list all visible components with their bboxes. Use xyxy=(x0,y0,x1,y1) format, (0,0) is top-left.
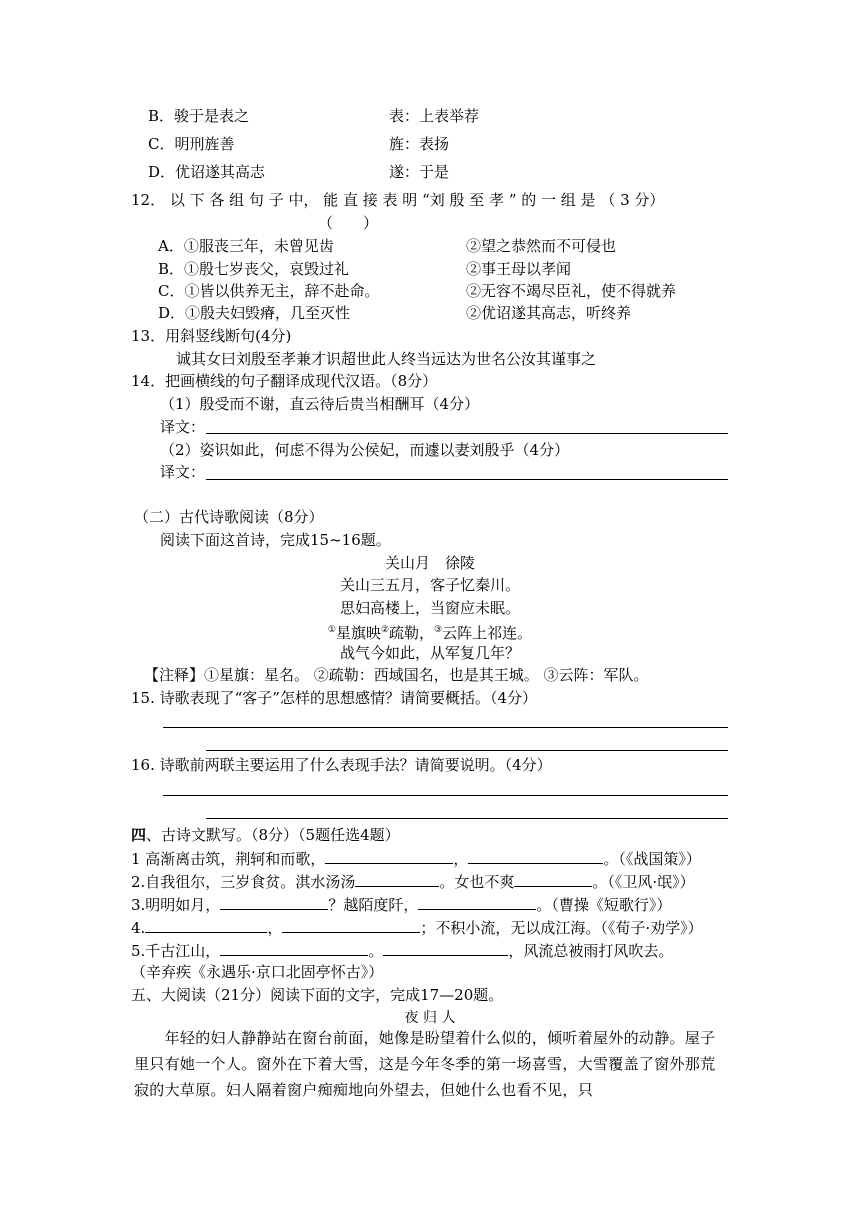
dictation-item-4 xyxy=(131,917,703,938)
dictation-4-source: ；不积小流，无以成江海。（《荀子·劝学》） xyxy=(420,919,703,937)
poem-line-3-part-3: 云阵上祁连。 xyxy=(442,624,533,642)
q14-stem: 14．把画横线的句子翻译成现代汉语。（8分） xyxy=(131,372,438,390)
dictation-4-sep: ， xyxy=(267,919,283,937)
poem-title: 关山月 徐陵 xyxy=(384,554,475,572)
poem-line-2: 思妇高楼上，当窗应未眠。 xyxy=(339,599,520,617)
dictation-1-source: 。（《战国策》） xyxy=(603,850,701,868)
dictation-2-blank-2[interactable] xyxy=(514,871,592,887)
q12-option-b2: ②事王母以孝闻 xyxy=(466,260,572,278)
q14-sentence-1: （1）殷受而不谢，直云待后贵当相酬耳（4分） xyxy=(160,395,480,413)
dictation-item-3 xyxy=(131,894,671,915)
dictation-3-mid: ？越陌度阡， xyxy=(328,896,419,914)
poem-line-3-part-2: 疏勒， xyxy=(389,624,435,642)
dictation-5-end: ，风流总被雨打风吹去。 xyxy=(508,942,674,960)
dictation-2-text: 2.自我徂尔，三岁食贫。淇水汤汤 xyxy=(131,873,356,891)
dictation-1-sep: ， xyxy=(453,850,469,868)
q14-translation-label-1: 译文： xyxy=(160,418,206,436)
section-4-heading: 、古诗文默写。（8分）（5题任选4题） xyxy=(146,826,400,844)
q12-stem: 12． 以 下 各 组 句 子 中， 能 直 接 表 明 “刘 殷 至 孝 ” 的 一 组 是 （ 3 分） xyxy=(131,191,665,209)
q14-answer-line-2[interactable] xyxy=(206,479,728,480)
q12-option-a2: ②望之恭然而不可侵也 xyxy=(466,237,617,255)
footnote-mark-2: ② xyxy=(380,625,390,635)
dictation-5-blank-2[interactable] xyxy=(383,940,508,956)
q12-option-c2: ②无容不竭尽臣礼，使不得就养 xyxy=(466,282,677,300)
dictation-2-mid: 。女也不爽 xyxy=(439,873,515,891)
poem-line-1: 关山三五月，客子忆秦川。 xyxy=(339,576,520,594)
q12-option-a1: A．①服丧三年，未曾见齿 xyxy=(158,237,334,255)
q11-option-b-gloss: 表：上表举荐 xyxy=(389,107,480,125)
dictation-item-5 xyxy=(131,940,673,961)
dictation-item-1 xyxy=(131,848,701,869)
q11-option-b: B．骏于是表之 xyxy=(148,107,250,125)
dictation-4-blank-1[interactable] xyxy=(145,917,267,933)
q12-answer-paren: （ ） xyxy=(318,214,379,232)
q15-answer-line-1[interactable] xyxy=(163,727,728,728)
q16-answer-line-2[interactable] xyxy=(206,818,728,819)
q15-stem: 15. 诗歌表现了“客子”怎样的思想感情？请简要概括。（4分） xyxy=(131,689,538,707)
dictation-4-number: 4. xyxy=(131,919,146,937)
q13-stem: 13．用斜竖线断句(4分) xyxy=(131,327,292,345)
story-paragraph: 年轻的妇人静静站在窗台前面，她像是盼望着什么似的，倾听着屋外的动静。屋子里只有她一个人。窗外在下着大雪，这是今年冬季的第一场喜雪，大雪覆盖了窗外那荒寂的大草原。妇人隔着窗户痴痴地向外望去，但她什么也看不见，只 xyxy=(134,1029,716,1099)
q11-option-d-gloss: 遂：于是 xyxy=(389,163,450,181)
q12-option-d1: D．①殷夫妇毁瘠，几至灭性 xyxy=(158,304,351,322)
dictation-1-blank-2[interactable] xyxy=(468,848,603,864)
footnote-mark-1: ① xyxy=(327,625,336,635)
poem-line-3-part-1: 星旗映 xyxy=(335,624,381,642)
dictation-5-blank-1[interactable] xyxy=(220,940,368,956)
poem-line-4: 战气今如此，从军复几年？ xyxy=(339,644,520,662)
q12-option-b1: B．①殷七岁丧父，哀毁过礼 xyxy=(158,260,350,278)
q16-answer-line-1[interactable] xyxy=(163,795,728,796)
dictation-1-text: 1 高渐离击筑，荆轲和而歌， xyxy=(131,850,326,868)
q15-answer-line-2[interactable] xyxy=(206,750,728,751)
section-5-title: 五、大阅读（21分）阅读下面的文字，完成17—20题。 xyxy=(131,986,504,1004)
poem-notes: 【注释】①星旗：星名。 ②疏勒：西域国名，也是其王城。 ③云阵：军队。 xyxy=(144,666,649,684)
dictation-2-source: 。（《卫风·氓》） xyxy=(592,873,695,891)
section-4-number: 四 xyxy=(131,826,147,844)
q14-answer-line-1[interactable] xyxy=(206,433,728,434)
q11-option-c: C．明刑旌善 xyxy=(148,135,235,153)
q11-option-d: D．优诏遂其高志 xyxy=(148,163,266,181)
q13-text: 诚其女曰刘殷至孝兼才识超世此人终当远达为世名公汝其谨事之 xyxy=(176,350,597,368)
dictation-5-sep: 。 xyxy=(368,942,384,960)
story-title: 夜 归 人 xyxy=(404,1010,456,1026)
q12-option-d2: ②优诏遂其高志，听终养 xyxy=(466,304,632,322)
footnote-mark-3: ③ xyxy=(434,625,443,635)
q16-stem: 16. 诗歌前两联主要运用了什么表现手法？请简要说明。（4分） xyxy=(131,756,552,774)
section-4-title xyxy=(131,825,400,845)
dictation-5-text: 5.千古江山， xyxy=(131,942,221,960)
dictation-3-blank-1[interactable] xyxy=(220,894,328,910)
q14-translation-label-2: 译文： xyxy=(160,463,206,481)
q12-option-c1: C．①皆以供养无主，辞不赴命。 xyxy=(158,282,380,300)
dictation-2-blank-1[interactable] xyxy=(355,871,439,887)
dictation-5-source: （辛弃疾《永遇乐·京口北固亭怀古》） xyxy=(131,963,384,981)
q14-sentence-2: （2）姿识如此，何虑不得为公侯妃，而遽以妻刘殷乎（4分） xyxy=(160,441,570,459)
dictation-1-blank-1[interactable] xyxy=(325,848,453,864)
dictation-item-2 xyxy=(131,871,695,892)
q11-option-c-gloss: 旌：表扬 xyxy=(389,135,450,153)
poem-line-3 xyxy=(0,620,860,643)
section-2-title: （二）古代诗歌阅读（8分） xyxy=(134,508,324,526)
dictation-4-blank-2[interactable] xyxy=(282,917,420,933)
dictation-3-source: 。（曹操《短歌行》） xyxy=(536,896,672,914)
section-2-intro: 阅读下面这首诗，完成15~16题。 xyxy=(160,531,391,549)
dictation-3-blank-2[interactable] xyxy=(418,894,536,910)
dictation-3-text: 3.明明如月， xyxy=(131,896,221,914)
